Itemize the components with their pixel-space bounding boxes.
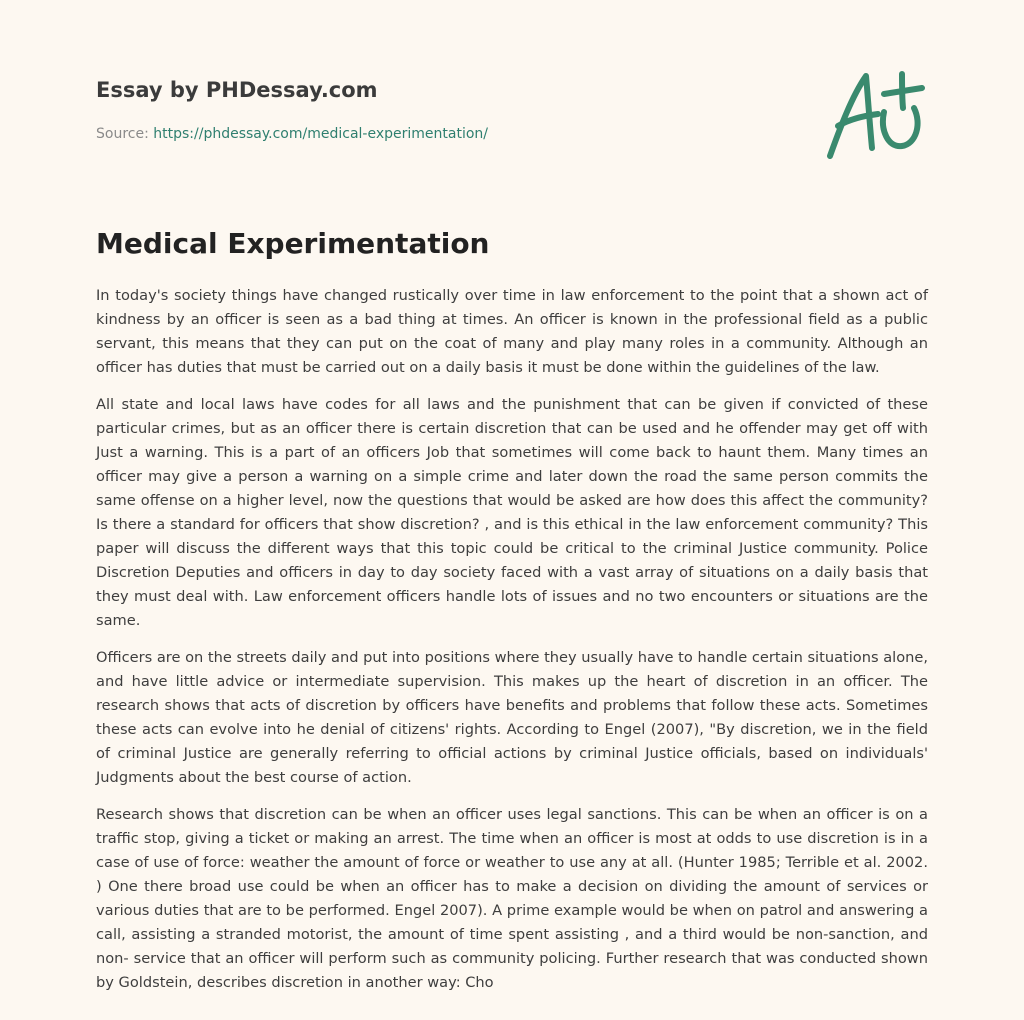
a-plus-logo-icon (822, 68, 930, 164)
source-line (96, 124, 796, 144)
essay-paragraph: Officers are on the streets daily and put into positions where they usually have to handle certain situations alone, and have little advice or intermediate supervision. This makes up the heart of discretion in an officer. The research shows that acts of discretion by officers have benefits and problems that follow these acts. Sometimes these acts can evolve into he denial of citizens' rights. According to Engel (2007), "By discretion, we in the field of criminal Justice are generally referring to official actions by criminal Justice officials, based on individuals' Judgments about the best course of action. (96, 649, 929, 786)
site-title: Essay by PHDessay.com (96, 78, 378, 102)
header (96, 76, 796, 144)
essay-content (96, 222, 928, 1008)
essay-paragraph: In today's society things have changed rustically over time in law enforcement to the point that a shown act of kindness by an officer is seen as a bad thing at times. An officer is known in the professional field as a public servant, this means that they can put on the coat of many and play many roles in a community. Although an officer has duties that must be carried out on a daily basis it must be done within the guidelines of the law. (96, 287, 928, 376)
essay-title: Medical Experimentation (96, 227, 490, 260)
essay-paragraph: Research shows that discretion can be when an officer uses legal sanctions. This can be when an officer is on a traffic stop, giving a ticket or making an arrest. The time when an officer is most at odds to use discretion is in a case of use of force: weather the amount of force or weather to use any at all. (Hunter 1985; Terrible et al. 2002. ) One there broad use could be when an officer has to make a decision on dividing the amount of services or various duties that are to be performed. Engel 2007). A prime example would be when on patrol and answering a call, assisting a stranded motorist, the amount of time spent assisting , and a third would be non-sanction, and non- service that an officer will perform such as community policing. Further research that was conducted shown by Goldstein, describes discretion in another way: Cho (96, 806, 928, 991)
essay-paragraph: All state and local laws have codes for all laws and the punishment that can be given if convicted of these particular crimes, but as an officer there is certain discretion that can be used and he offender may get off with Just a warning. This is a part of an officers Job that sometimes will come back to haunt them. Many times an officer may give a person a warning on a simple crime and later down the road the same person commits the same offense on a higher level, now the questions that would be asked are how does this affect the community? Is there a standard for officers that show discretion? , and is this ethical in the law enforcement community? This paper will discuss the different ways that this topic could be critical to the criminal Justice community. Police Discretion Deputies and officers in day to day society faced with a vast array of situations on a daily basis that they must deal with. Law enforcement officers handle lots of issues and no two encounters or situations are the same. (96, 396, 928, 629)
source-link[interactable]: https://phdessay.com/medical-experimentation/ (153, 126, 489, 142)
source-label: Source: (96, 126, 149, 142)
